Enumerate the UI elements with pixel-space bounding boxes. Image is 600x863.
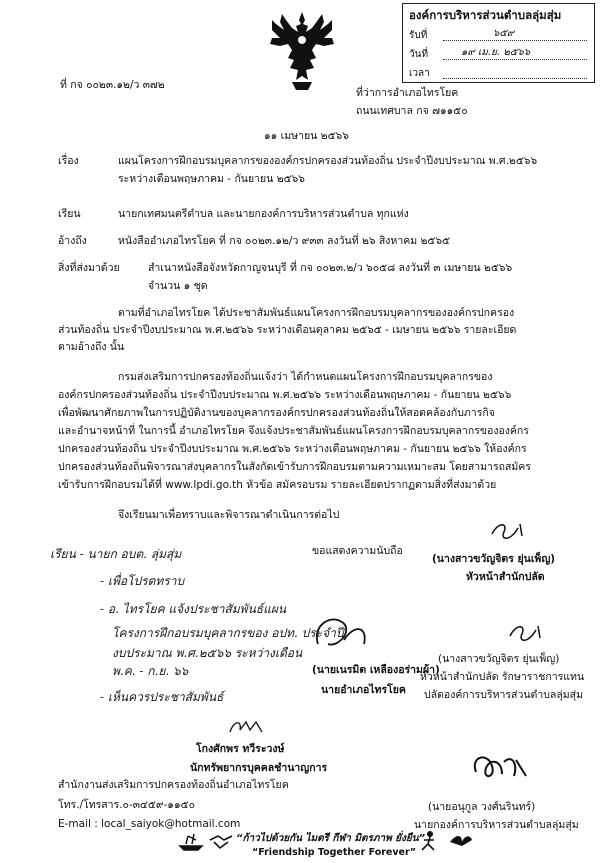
sender-email: E-mail : local_saiyok@hotmail.com xyxy=(58,818,241,830)
enclosure-quantity: จำนวน ๑ ชุด xyxy=(148,280,208,292)
paragraph-1-line: ตามที่อำเภอไทรโยค ได้ประชาสัมพันธ์แผนโครงการฝึกอบรมบุคลากรขององค์กรปกครอง xyxy=(118,307,515,319)
reference: หนังสืออำเภอไทรโยค ที่ กจ ๐๐๒๓.๑๒/ว ๙๓๓ ลงวันที่ ๒๖ สิงหาคม ๒๕๖๕ xyxy=(118,235,450,247)
chief-executive-title: นายกองค์การบริหารส่วนตำบลลุ่มสุ่ม xyxy=(414,819,579,831)
paragraph-2-line: องค์กรปกครองส่วนท้องถิ่น ประจำปีงบประมาณ พ.ศ.๒๕๖๖ ระหว่างเดือนพฤษภาคม - กันยายน ๒๕๖๖ xyxy=(58,389,512,401)
district-chief-name: (นายเนรมิต เหลืองอร่ามผ้า) xyxy=(312,664,440,676)
handshake-icon xyxy=(208,830,234,852)
handwritten-memo-line: เรียน - นายก อบต. ลุ่มสุ่ม xyxy=(50,547,182,561)
sender-phone: โทร./โทรสาร.๐-๓๔๕๙-๑๑๕๐ xyxy=(58,799,195,811)
handwritten-memo-line: งบประมาณ พ.ศ.๒๕๖๖ ระหว่างเดือน xyxy=(112,646,303,660)
handwritten-memo-line: พ.ค. - ก.ย. ๖๖ xyxy=(112,664,189,678)
stamp-rec-label: รับที่ xyxy=(409,30,428,41)
chief-executive-name: (นายอนุกูล วงศ์นรินทร์) xyxy=(428,801,536,813)
stamp-date-label: วันที่ xyxy=(409,49,429,60)
stamp-date-value: ๑๙ เม.ย. ๒๕๖๖ xyxy=(461,47,531,58)
subject-label: เรื่อง xyxy=(58,155,79,167)
running-figure-icon xyxy=(416,830,442,852)
handwritten-memo-line: โครงการฝึกอบรมบุคลากรของ อปท. ประจำปี xyxy=(112,626,344,640)
subject-line-1: แผนโครงการฝึกอบรมบุคลากรขององค์กรปกครองส่วนท้องถิ่น ประจำปีงบประมาณ พ.ศ.๒๕๖๖ xyxy=(118,155,538,167)
handwritten-memo-line: - เพื่อโปรดทราบ xyxy=(100,574,185,588)
to-label: เรียน xyxy=(58,208,81,220)
head1-title: หัวหน้าสำนักปลัด xyxy=(466,571,545,583)
paragraph-2-line: ปกครองส่วนท้องถิ่นพิจารณาส่งบุคลากรในสังกัดเข้ารับการฝึกอบรมตามความเหมาะสม โดยสามารถสมัคร xyxy=(58,461,531,473)
slogan-thai: “ก้าวไปด้วยกัน ไมตรี กีฬา มิตรภาพ ยั่งยืน” xyxy=(236,833,426,844)
district-chief-title: นายอำเภอไทรโยค xyxy=(321,684,406,696)
handwritten-memo-line: - เห็นควรประชาสัมพันธ์ xyxy=(100,690,224,704)
addressee: นายกเทศมนตรีตำบล และนายกองค์การบริหารส่วนตำบล ทุกแห่ง xyxy=(118,208,409,220)
bird-icon xyxy=(448,830,474,852)
garuda-emblem-icon xyxy=(266,10,338,92)
enclosure-label: สิ่งที่ส่งมาด้วย xyxy=(58,262,120,274)
head1-name: (นางสาวขวัญจิตร ยุ่นเพ็ญ) xyxy=(432,553,556,565)
stamp-org: องค์การบริหารส่วนตำบลลุ่มสุ่ม xyxy=(409,8,562,22)
document-date: ๑๑ เมษายน ๒๕๖๖ xyxy=(264,130,349,142)
closing-sentence: จึงเรียนมาเพื่อทราบและพิจารณาดำเนินการต่อไป xyxy=(118,509,340,521)
paragraph-2-line: ปกครองส่วนท้องถิ่น ประจำปีงบประมาณ พ.ศ.๒๕๖๖ ระหว่างเดือนพฤษภาคม - กันยายน ๒๕๖๖ ให้องค์กร xyxy=(58,443,527,455)
head2-title-line2: ปลัดองค์การบริหารส่วนตำบลลุ่มสุ่ม xyxy=(424,689,584,701)
officer-name: โกงศักพร ทวีระวงษ์ xyxy=(196,743,285,755)
stamp-time-label: เวลา xyxy=(409,68,430,79)
paragraph-1-line: ส่วนท้องถิ่น ประจำปีงบประมาณ พ.ศ.๒๕๖๖ ระหว่างเดือนตุลาคม ๒๕๖๕ - เมษายน ๒๕๖๖ รายละเอียด xyxy=(58,324,517,336)
paragraph-2-line: เข้ารับการฝึกอบรมได้ที่ www.lpdi.go.th หัวข้อ สมัครอบรม รายละเอียดปรากฏตามสิ่งที่ส่งมาด้วย xyxy=(58,479,497,491)
subject-line-2: ระหว่างเดือนพฤษภาคม - กันยายน ๒๕๖๖ xyxy=(118,173,305,185)
head2-name: (นางสาวขวัญจิตร ยุ่นเพ็ญ) xyxy=(438,653,560,665)
handwritten-memo-line: - อ. ไทรโยค แจ้งประชาสัมพันธ์แผน xyxy=(100,602,287,616)
sender-office: สำนักงานส่งเสริมการปกครองท้องถิ่นอำเภอไทรโยค xyxy=(58,779,289,791)
paragraph-1-line: ตามอ้างถึง นั้น xyxy=(58,341,125,353)
signature-head2 xyxy=(506,622,546,648)
document-number: ที่ กจ ๐๐๒๓.๑๒/ว ๓๗๒ xyxy=(60,79,165,91)
signature-chief-executive xyxy=(468,750,532,790)
signature-officer xyxy=(226,716,270,738)
paragraph-2-line: กรมส่งเสริมการปกครองท้องถิ่นแจ้งว่า ได้กำหนดแผนโครงการฝึกอบรมบุคลากรของ xyxy=(118,371,493,383)
paragraph-2-line: เพื่อพัฒนาศักยภาพในการปฏิบัติงานของบุคลากรองค์กรปกครองส่วนท้องถิ่นให้สอดคล้องกับภารกิจ xyxy=(58,407,495,419)
enclosure: สำเนาหนังสือจังหวัดกาญจนบุรี ที่ กจ ๐๐๒๓.๒/ว ๖๐๕๘ ลงวันที่ ๓ เมษายน ๒๕๖๖ xyxy=(148,262,513,274)
office-address: ถนนเทศบาล กจ ๗๑๑๕๐ xyxy=(356,105,468,117)
reference-label: อ้างถึง xyxy=(58,235,87,247)
registration-stamp xyxy=(402,3,595,83)
slogan-english: “Friendship Together Forever” xyxy=(252,847,417,858)
stamp-rec-value: ๖๕๙ xyxy=(493,28,515,39)
issuing-office: ที่ว่าการอำเภอไทรโยค xyxy=(356,87,459,99)
officer-title: นักทรัพยากรบุคคลชำนาญการ xyxy=(190,762,328,774)
head2-title-line1: หัวหน้าสำนักปลัด รักษาราชการแทน xyxy=(420,671,585,683)
signature-head1 xyxy=(488,520,528,546)
paragraph-2-line: และอำนาจหน้าที่ ในการนี้ อำเภอไทรโยค จึงแจ้งประชาสัมพันธ์แผนโครงการฝึกอบรมบุคลากรขององค์กร xyxy=(58,425,529,437)
rafting-icon xyxy=(178,830,204,852)
respect-closing: ขอแสดงความนับถือ xyxy=(312,545,403,557)
